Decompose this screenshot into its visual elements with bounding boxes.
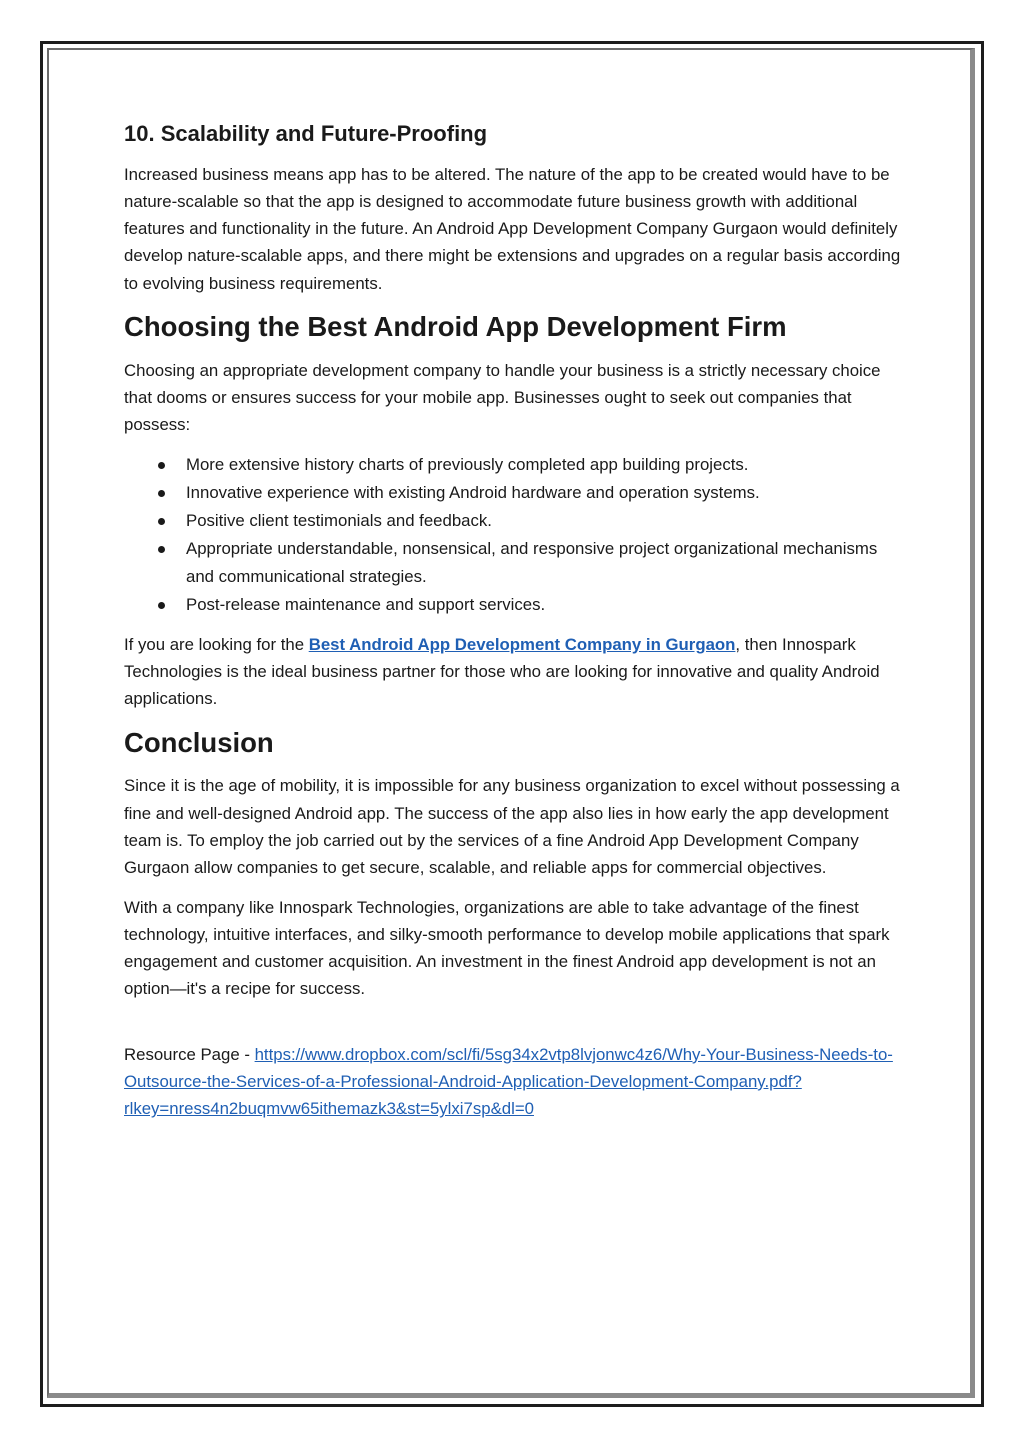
list-item-text: More extensive history charts of previously completed app building projects. (186, 454, 749, 474)
spacer (124, 1015, 904, 1041)
paragraph-conclusion-2: With a company like Innospark Technologies, organizations are able to take advantage of the finest technology, intuitive interfaces, and silky-smooth performance to develop mobile applications that spark engagement and customer acquisition. An investment in the finest Android app development is not an option—it's a recipe for success. (124, 897, 890, 999)
heading-choosing-firm: Choosing the Best Android App Development Firm (124, 311, 787, 343)
cta-text-after: , then Innospark Technologies is the ideal business partner for those who are looking for innovative and quality Android applications. (124, 634, 880, 709)
paragraph-scalability: Increased business means app has to be altered. The nature of the app to be created would have to be nature-scalable so that the app is designed to accommodate future business growth with additional features and functionality in the future. An Android App Development Company Gurgaon would definitely develop nature-scalable apps, and there might be extensions and upgrades on a regular basis according to evolving business requirements. (124, 164, 901, 293)
paragraph-conclusion-1: Since it is the age of mobility, it is impossible for any business organization to excel without possessing a fine and well-designed Android app. The success of the app also lies in how early the app development team is. To employ the job carried out by the services of a fine Android App Development Company Gurgaon allow companies to get secure, scalable, and reliable apps for commercial objectives. (124, 776, 900, 878)
list-item (124, 591, 904, 619)
criteria-list (124, 451, 904, 619)
cta-text-before: If you are looking for the (124, 634, 309, 654)
bullet-icon (158, 602, 165, 609)
resource-line (124, 1041, 904, 1123)
paragraph-choosing-intro: Choosing an appropriate development company to handle your business is a strictly necessary choice that dooms or ensures success for your mobile app. Businesses ought to seek out companies that possess: (124, 360, 881, 435)
list-item-text: Innovative experience with existing Android hardware and operation systems. (186, 482, 760, 502)
bullet-icon (158, 518, 165, 525)
best-company-link[interactable]: Best Android App Development Company in Gurgaon (308, 634, 736, 654)
resource-url-link[interactable]: https://www.dropbox.com/scl/fi/5sg34x2vtp8lvjonwc4z6/Why-Your-Business-Needs-to-Outsource-the-Services-of-a-Professional-Android-Application-Development-Company.pdf?rlkey=nress4n2buqmvw65ithemazk3&st=5ylxi7sp&dl=0 (124, 1044, 893, 1119)
list-item (124, 451, 904, 479)
heading-scalability: 10. Scalability and Future-Proofing (124, 121, 488, 146)
document-content (124, 120, 904, 1135)
list-item (124, 535, 904, 591)
paragraph-call-to-action (124, 631, 904, 713)
list-item (124, 507, 904, 535)
list-item-text: Post-release maintenance and support services. (186, 594, 546, 614)
list-item-text: Appropriate understandable, nonsensical, and responsive project organizational mechanisms and communicational strategies. (186, 538, 878, 586)
list-item-text: Positive client testimonials and feedback. (186, 510, 492, 530)
resource-label: Resource Page - (124, 1044, 255, 1064)
bullet-icon (158, 546, 165, 553)
heading-conclusion: Conclusion (124, 726, 274, 758)
list-item (124, 479, 904, 507)
bullet-icon (158, 462, 165, 469)
bullet-icon (158, 490, 165, 497)
